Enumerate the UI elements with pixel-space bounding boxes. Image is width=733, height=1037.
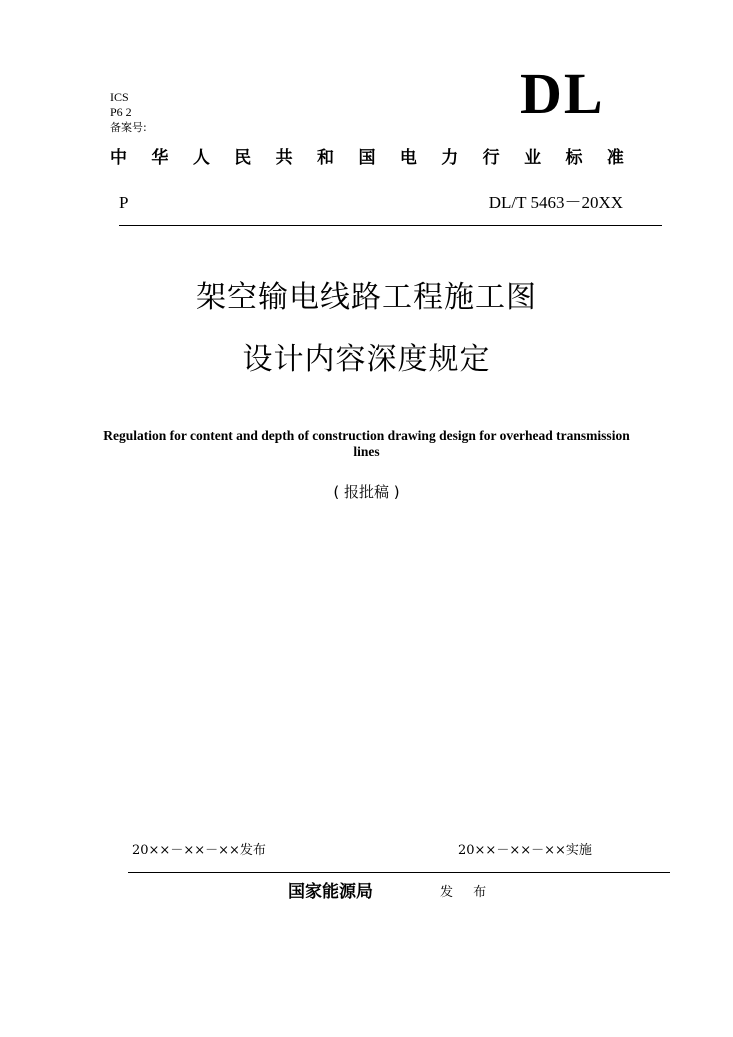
org-name-char: 人 bbox=[192, 148, 210, 168]
filing-number-label: 备案号: bbox=[110, 121, 147, 134]
dl-logo: DL bbox=[520, 61, 605, 126]
draft-status: ( 报批稿 ) bbox=[333, 483, 400, 501]
title-en: Regulation for content and depth of construction drawing design for overhead transmission lines bbox=[103, 428, 630, 459]
title-cn-line1: 架空输电线路工程施工图 bbox=[196, 280, 537, 315]
org-name-char: 业 bbox=[524, 148, 542, 168]
issue-date: 20××－××－××发布 bbox=[132, 843, 266, 858]
implementation-date: 20××－××－××实施 bbox=[458, 843, 592, 858]
title-cn-line2: 设计内容深度规定 bbox=[242, 342, 491, 377]
org-name-char: 共 bbox=[275, 148, 293, 168]
issuer-name: 国家能源局 bbox=[288, 882, 373, 902]
header-divider bbox=[119, 225, 662, 226]
org-name-char: 民 bbox=[234, 148, 252, 168]
org-name-char: 电 bbox=[399, 148, 417, 168]
org-name-char: 标 bbox=[565, 148, 583, 168]
footer-divider bbox=[128, 872, 670, 873]
org-name-char: 国 bbox=[358, 148, 376, 168]
org-name-char: 华 bbox=[151, 148, 169, 168]
ics-code: ICS bbox=[110, 90, 129, 104]
ccs-code: P6 2 bbox=[110, 105, 132, 119]
org-name-char: 准 bbox=[606, 148, 624, 168]
org-name bbox=[110, 146, 624, 170]
issue-verb: 发 布 bbox=[440, 885, 495, 900]
org-name-char: 中 bbox=[110, 148, 127, 168]
classification-code: P bbox=[119, 193, 129, 212]
org-name-char: 和 bbox=[317, 148, 335, 168]
standard-number: DL/T 5463－20XX bbox=[488, 193, 623, 212]
org-name-char: 行 bbox=[482, 148, 500, 168]
org-name-char: 力 bbox=[441, 148, 459, 168]
